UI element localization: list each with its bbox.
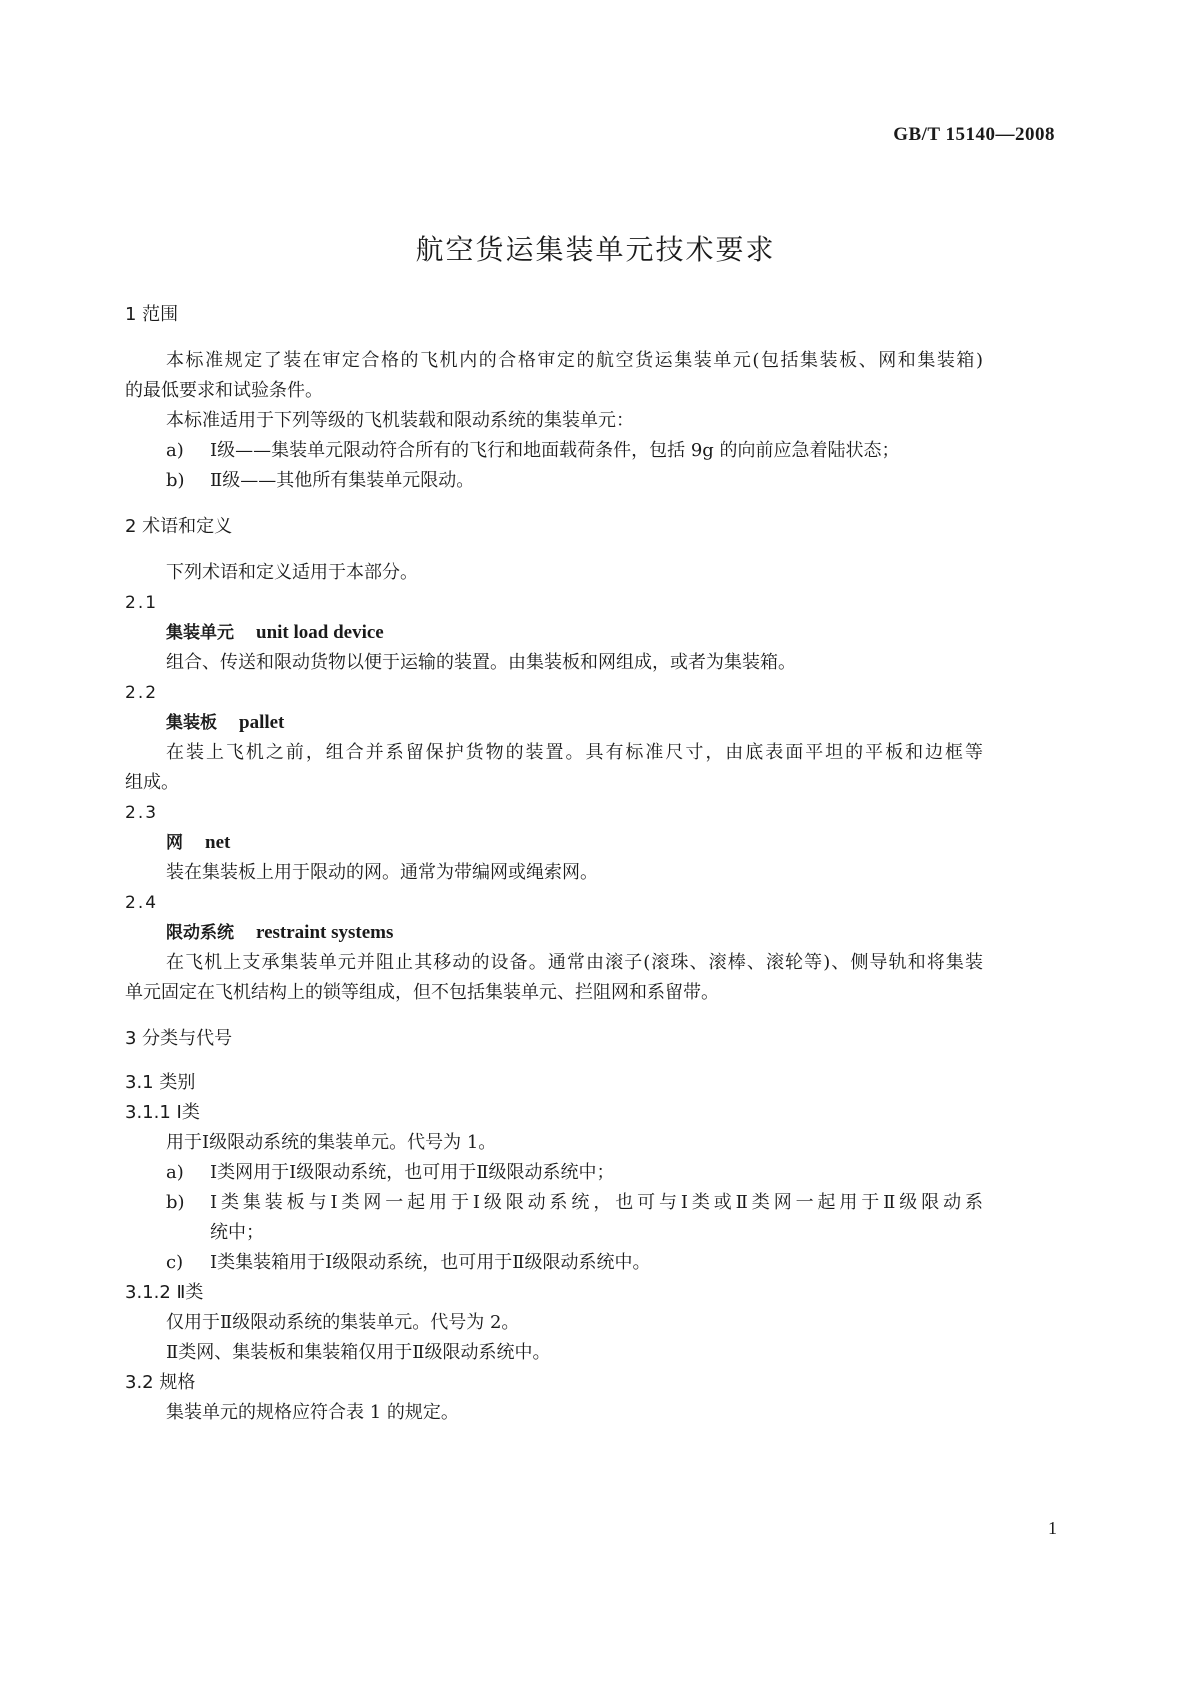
term-chinese: 网 [166, 833, 183, 853]
list-item [166, 1251, 650, 1275]
term-entry [166, 621, 384, 645]
list-item-text: 统中； [210, 1222, 264, 1243]
term-definition: 组成。 [125, 772, 179, 793]
subsection-heading: 3.2 规格 [125, 1372, 196, 1393]
paragraph: 的最低要求和试验条件。 [125, 380, 323, 401]
term-english: unit load device [256, 622, 384, 643]
standard-code: GB/T 15140—2008 [893, 124, 1055, 145]
paragraph: Ⅱ类网、集装板和集装箱仅用于Ⅱ级限动系统中。 [166, 1342, 551, 1363]
list-marker: b) [166, 470, 185, 491]
page-number: 1 [1048, 1518, 1057, 1538]
section-heading-scope: 1 范围 [125, 304, 179, 325]
list-item-text: Ⅰ类集装板与Ⅰ类网一起用于Ⅰ级限动系统，也可与Ⅰ类或Ⅱ类网一起用于Ⅱ级限动系 [210, 1192, 983, 1213]
term-entry [166, 921, 393, 945]
list-marker: b) [166, 1192, 185, 1213]
list-item-text: Ⅰ类集装箱用于Ⅰ级限动系统，也可用于Ⅱ级限动系统中。 [210, 1252, 651, 1273]
term-chinese: 集装板 [166, 713, 217, 733]
term-chinese: 集装单元 [166, 623, 234, 643]
term-definition: 在装上飞机之前，组合并系留保护货物的装置。具有标准尺寸，由底表面平坦的平板和边框等 [166, 742, 983, 763]
subsection-heading: 3.1 类别 [125, 1072, 196, 1093]
term-entry [166, 831, 230, 855]
paragraph: 集装单元的规格应符合表 1 的规定。 [166, 1402, 459, 1423]
list-marker: a) [166, 1162, 184, 1183]
paragraph: 用于Ⅰ级限动系统的集装单元。代号为 1。 [166, 1132, 497, 1153]
term-chinese: 限动系统 [166, 923, 234, 943]
term-entry [166, 711, 284, 735]
section-heading-classification: 3 分类与代号 [125, 1028, 233, 1049]
subsection-heading: 3.1.2 Ⅱ类 [125, 1282, 204, 1303]
term-number: 2.4 [125, 893, 159, 913]
paragraph: 仅用于Ⅱ级限动系统的集装单元。代号为 2。 [166, 1312, 520, 1333]
list-item [166, 439, 900, 463]
paragraph: 本标准适用于下列等级的飞机装载和限动系统的集装单元： [166, 410, 634, 431]
document-title: 航空货运集装单元技术要求 [415, 233, 776, 266]
term-number: 2.3 [125, 803, 159, 823]
term-english: net [205, 832, 231, 853]
subsection-heading: 3.1.1 Ⅰ类 [125, 1102, 200, 1123]
term-english: restraint systems [256, 922, 394, 943]
term-english: pallet [239, 712, 285, 733]
term-number: 2.2 [125, 683, 159, 703]
paragraph: 下列术语和定义适用于本部分。 [166, 562, 418, 583]
list-item-text: Ⅱ级——其他所有集装单元限动。 [210, 470, 475, 491]
term-definition: 在飞机上支承集装单元并阻止其移动的设备。通常由滚子(滚珠、滚棒、滚轮等)、侧导轨和将集装 [166, 952, 983, 973]
list-marker: a) [166, 440, 184, 461]
term-definition: 单元固定在飞机结构上的锁等组成，但不包括集装单元、拦阻网和系留带。 [125, 982, 719, 1003]
section-heading-terms: 2 术语和定义 [125, 516, 233, 537]
list-item-text: Ⅰ类网用于Ⅰ级限动系统，也可用于Ⅱ级限动系统中； [210, 1162, 615, 1183]
list-item [166, 1191, 210, 1215]
list-item-text: Ⅰ级——集装单元限动符合所有的飞行和地面载荷条件，包括 9g 的向前应急着陆状态； [210, 440, 900, 461]
list-marker: c) [166, 1252, 184, 1273]
list-item [166, 469, 474, 493]
term-definition: 装在集装板上用于限动的网。通常为带编网或绳索网。 [166, 862, 598, 883]
list-item [166, 1161, 614, 1185]
term-number: 2.1 [125, 593, 159, 613]
term-definition: 组合、传送和限动货物以便于运输的装置。由集装板和网组成，或者为集装箱。 [166, 652, 796, 673]
paragraph: 本标准规定了装在审定合格的飞机内的合格审定的航空货运集装单元(包括集装板、网和集装箱) [166, 350, 983, 371]
